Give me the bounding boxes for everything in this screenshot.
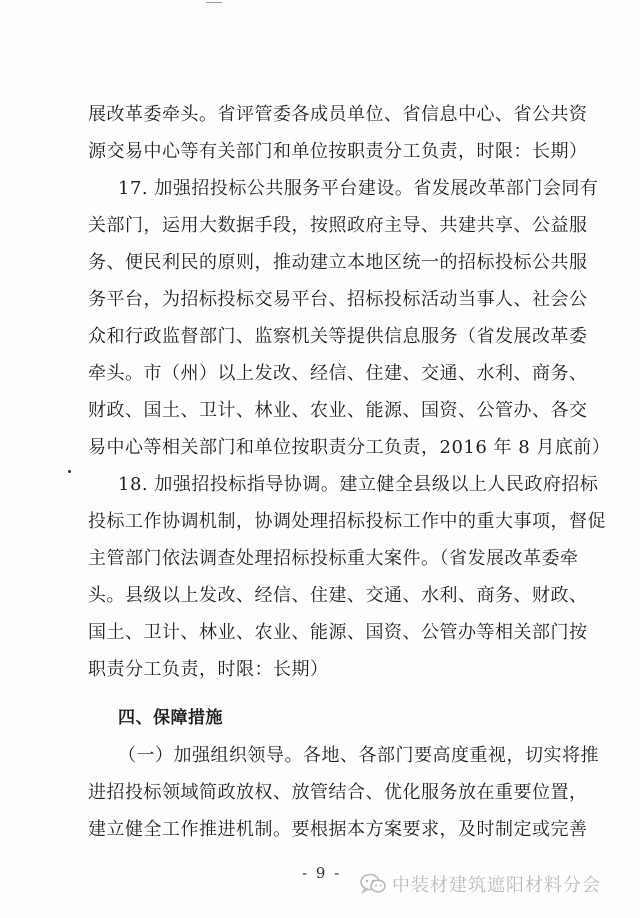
body-line: 头。县级以上发改、经信、住建、交通、水利、商务、财政、 (88, 585, 588, 606)
top-edge-mark (206, 2, 222, 3)
body-line: 关部门，运用大数据手段，按照政府主导、共建共享、公益服 (88, 215, 588, 236)
body-line: 众和行政监督部门、监察机关等提供信息服务（省发展改革委 (88, 326, 588, 347)
body-line: 务平台，为招标投标交易平台、招标投标活动当事人、社会公 (88, 289, 588, 310)
body-line: 源交易中心等有关部门和单位按职责分工负责，时限：长期） (88, 141, 588, 162)
body-line: 建立健全工作推进机制。要根据本方案要求，及时制定或完善 (88, 819, 588, 840)
body-line: 展改革委牵头。省评管委各成员单位、省信息中心、省公共资 (88, 104, 588, 125)
body-line: 务、便民利民的原则，推动建立本地区统一的招标投标公共服 (88, 252, 588, 273)
section-item-1-line: （一）加强组织领导。各地、各部门要高度重视，切实将推 (118, 745, 599, 766)
item-18-title-line: 18. 加强招投标指导协调。建立健全县级以上人民政府招标 (118, 474, 599, 495)
body-line: 职责分工负责，时限：长期） (88, 659, 329, 680)
wechat-icon (360, 873, 386, 895)
watermark (360, 872, 601, 896)
body-line: 投标工作协调机制，协调处理招标投标工作中的重大事项，督促 (88, 511, 606, 532)
body-line: 易中心等相关部门和单位按职责分工负责，2016 年 8 月底前） (88, 437, 611, 458)
body-line: 财政、国土、卫计、林业、农业、能源、国资、公管办、各交 (88, 400, 588, 421)
body-line: 进招投标领域简政放权、放管结合、优化服务放在重要位置， (88, 782, 588, 803)
section-heading: 四、保障措施 (118, 708, 223, 728)
scan-speck (68, 470, 71, 473)
body-line: 主管部门依法调查处理招标投标重大案件。（省发展改革委牵 (88, 548, 579, 569)
item-17-title-line: 17. 加强招投标公共服务平台建设。省发展改革部门会同有 (118, 178, 599, 199)
body-line: 牵头。市（州）以上发改、经信、住建、交通、水利、商务、 (88, 363, 588, 384)
document-body (88, 96, 611, 848)
watermark-text: 中装材建筑遮阳材料分会 (392, 875, 601, 896)
body-line: 国土、卫计、林业、农业、能源、国资、公管办等相关部门按 (88, 622, 588, 643)
page-number: - 9 - (302, 864, 342, 882)
